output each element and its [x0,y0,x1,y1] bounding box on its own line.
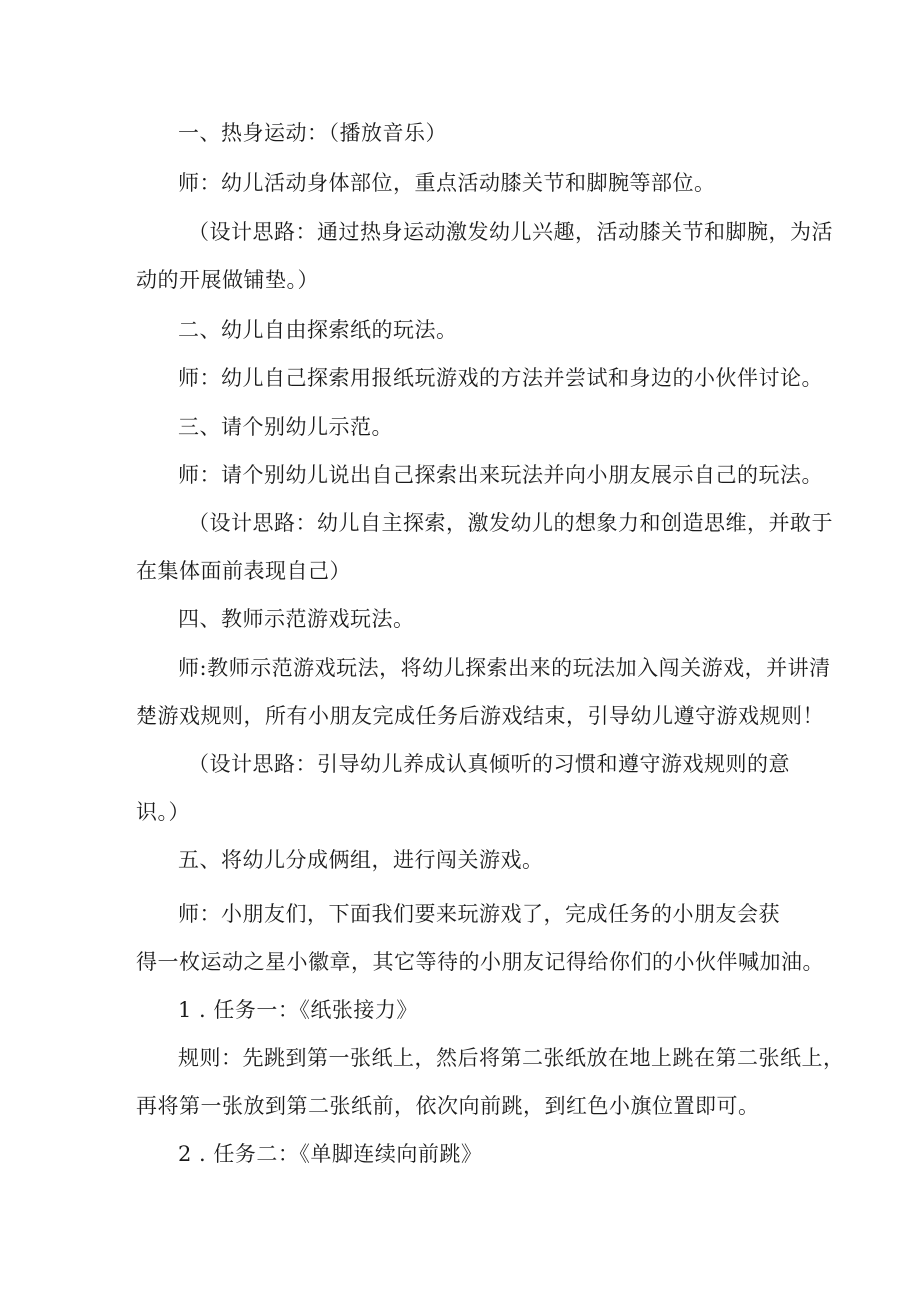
paragraph-line: 师：幼儿活动身体部位，重点活动膝关节和脚腕等部位。 [178,171,716,195]
section-heading-3: 三、请个别幼儿示范。 [178,415,393,439]
design-note-line: （设计思路：幼儿自主探索，激发幼儿的想象力和创造思维，并敢于 [188,511,833,535]
section-heading-4: 四、教师示范游戏玩法。 [178,607,415,631]
paragraph-line: 师：小朋友们，下面我们要来玩游戏了，完成任务的小朋友会获 [178,902,780,926]
paragraph-line: 师:教师示范游戏玩法，将幼儿探索出来的玩法加入闯关游戏，并讲清 [178,656,831,680]
design-note-line: （设计思路：引导幼儿养成认真倾听的习惯和遵守游戏规则的意 [188,752,790,776]
task-heading-1: 1 . 任务一：《纸张接力》 [178,998,418,1022]
paragraph-line: 楚游戏规则，所有小朋友完成任务后游戏结束，引导幼儿遵守游戏规则！ [136,704,824,728]
paragraph-line: 规则：先跳到第一张纸上，然后将第二张纸放在地上跳在第二张纸上， [178,1046,845,1070]
paragraph-line: 再将第一张放到第二张纸前，依次向前跳，到红色小旗位置即可。 [136,1094,760,1118]
section-heading-2: 二、幼儿自由探索纸的玩法。 [178,318,458,342]
design-note-line: 识。） [136,800,190,824]
paragraph-line: 师：请个别幼儿说出自己探索出来玩法并向小朋友展示自己的玩法。 [178,463,823,487]
paragraph-line: 得一枚运动之星小徽章，其它等待的小朋友记得给你们的小伙伴喊加油。 [136,950,824,974]
section-heading-1: 一、热身运动：（播放音乐） [178,121,447,145]
design-note-line: 动的开展做铺垫。） [136,268,319,292]
task-heading-2: 2 . 任务二：《单脚连续向前跳》 [178,1142,483,1166]
section-heading-5: 五、将幼儿分成俩组，进行闯关游戏。 [178,848,544,872]
design-note-line: 在集体面前表现自己） [136,559,351,583]
paragraph-line: 师：幼儿自己探索用报纸玩游戏的方法并尝试和身边的小伙伴讨论。 [178,366,823,390]
design-note-line: （设计思路：通过热身运动激发幼儿兴趣，活动膝关节和脚腕，为活 [188,220,833,244]
